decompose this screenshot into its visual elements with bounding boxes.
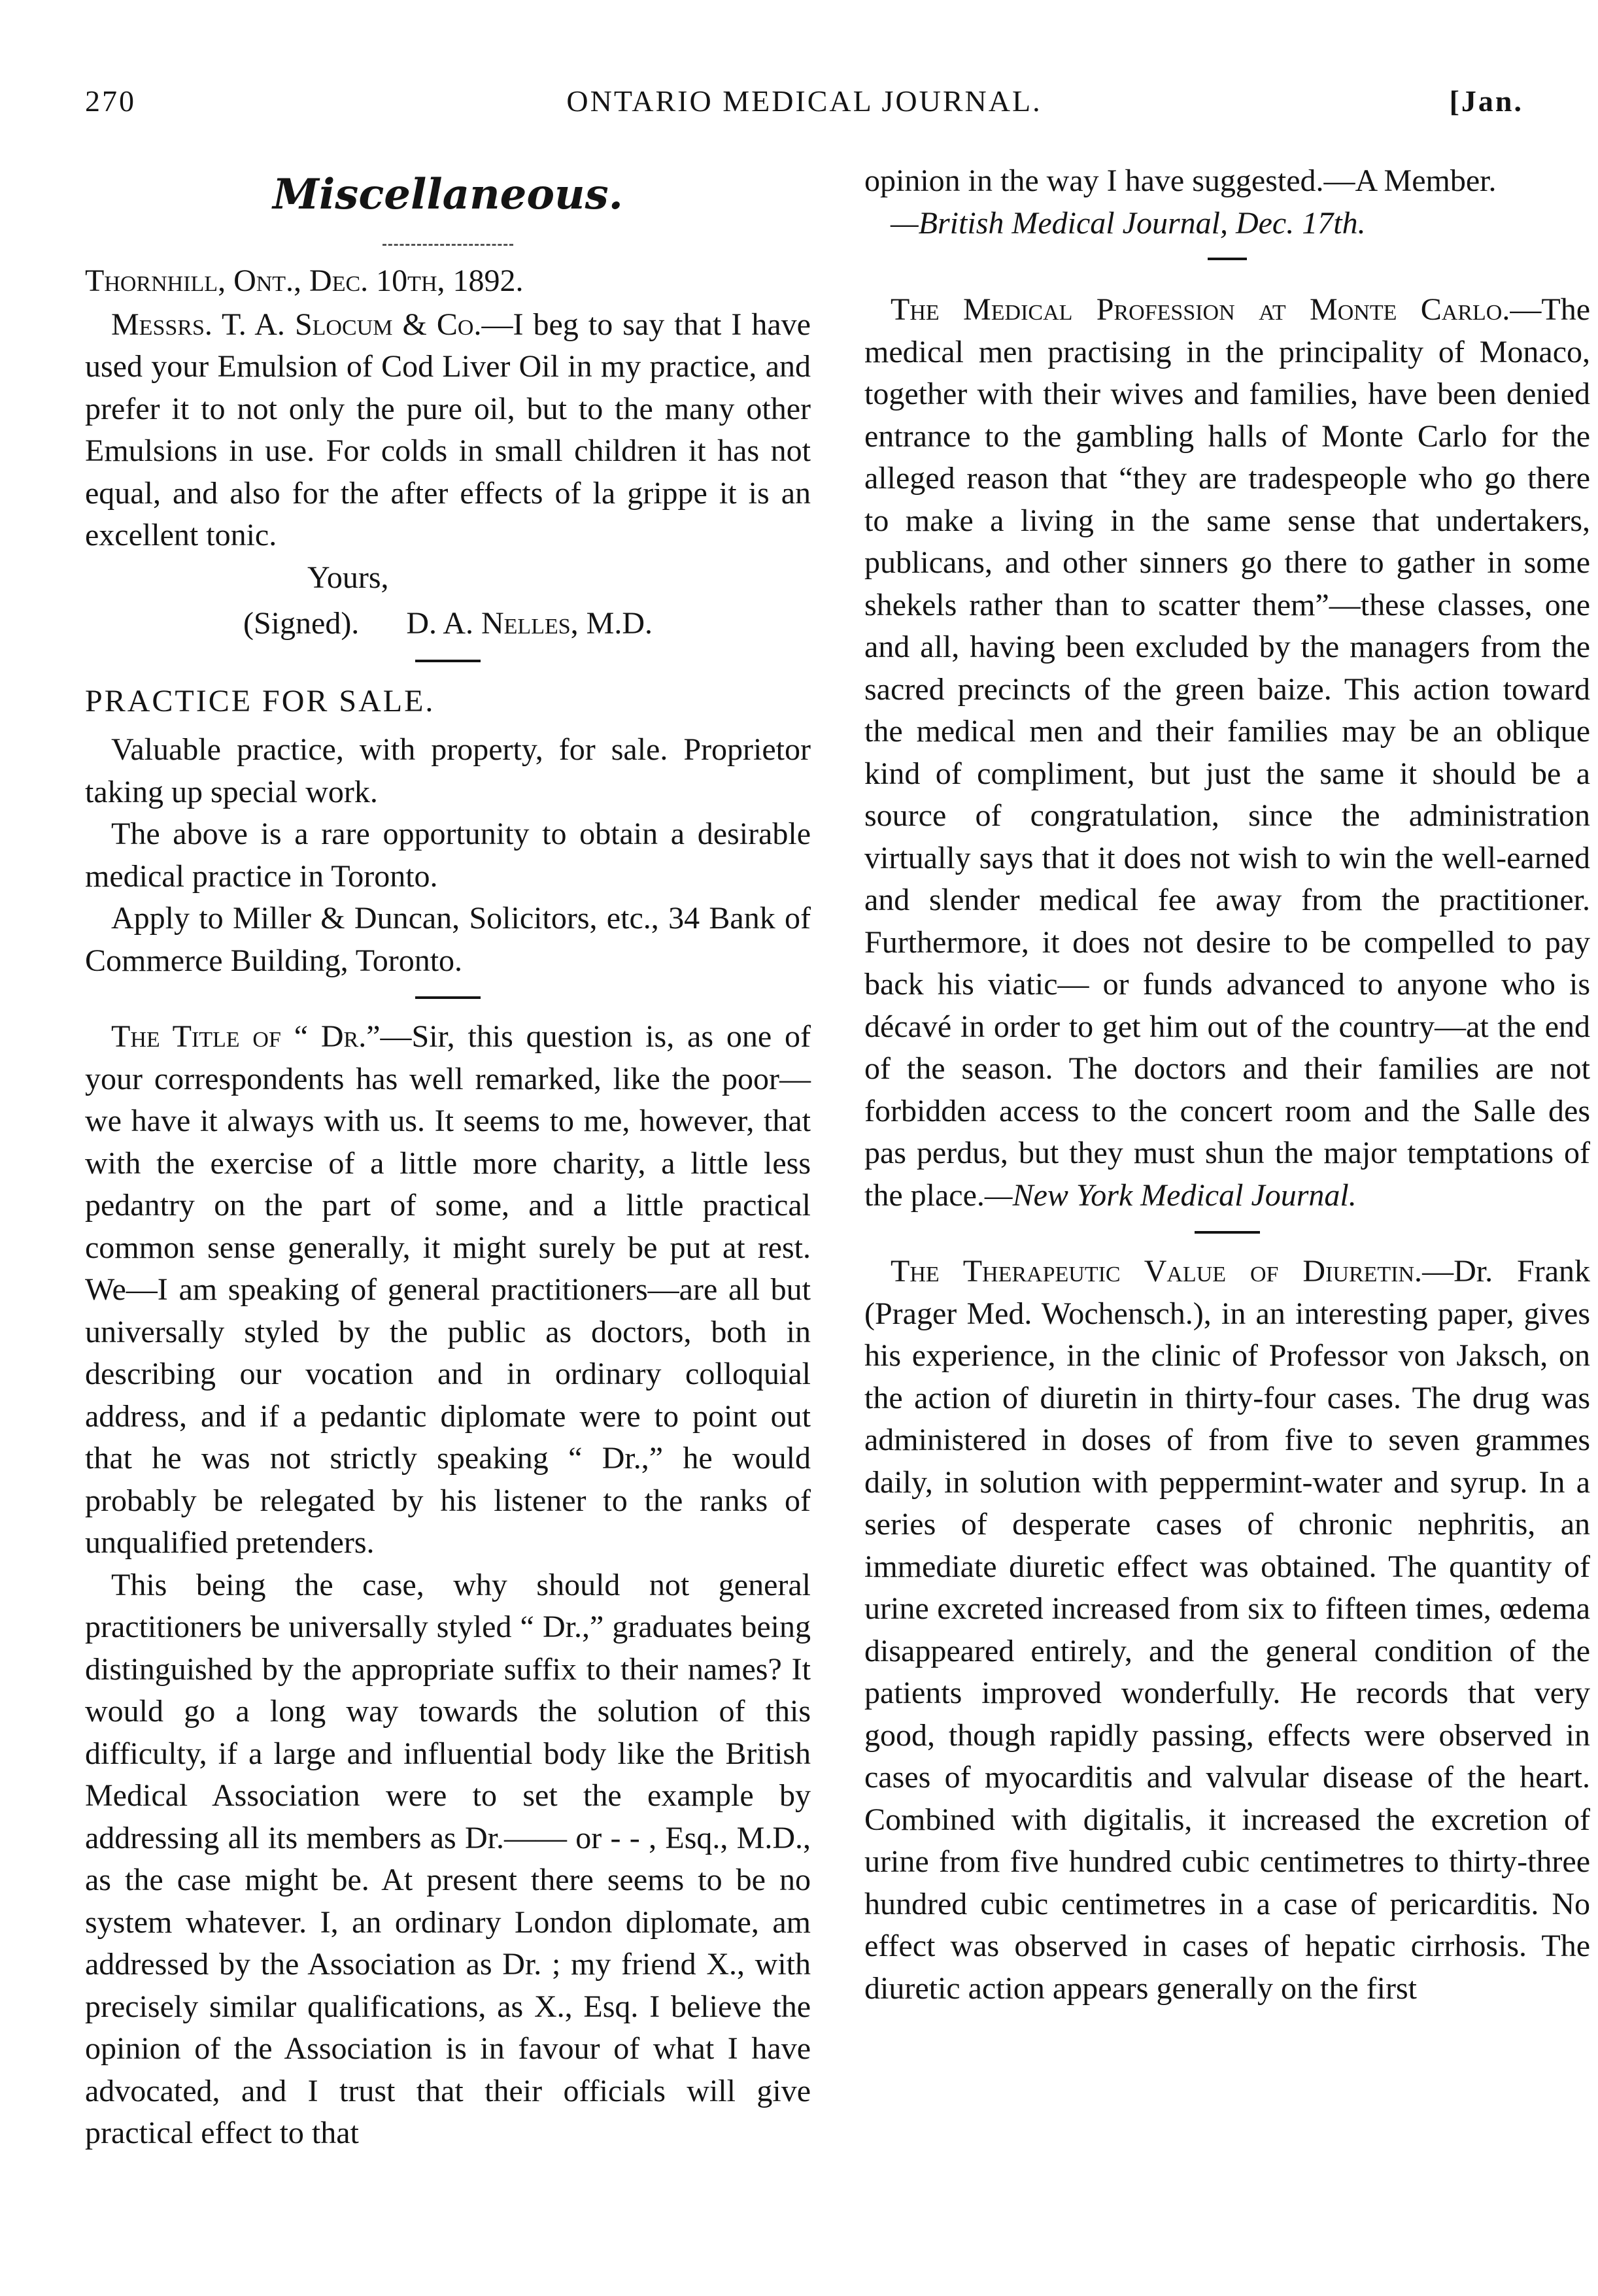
letter-salutation: Messrs. T. A. Slocum & Co.	[111, 307, 482, 342]
title-of-dr-paragraph	[85, 1016, 811, 1564]
title-of-dr-text: —Sir, this question is, as one of your correspondents has well remarked, like the poor—we have it always with us. It seems to me, however, that with the exercise of a little more charity, a little less pedantry on the part of some, and a little practical common sense generally, it might surely be put at rest. We—I am speaking of general practitioners—are all but universally styled by the public as doctors, both in describing our vocation and in ordinary colloquial address, and if a pedantic diplomate were to point out that he was not strictly speaking “ Dr.,” he would probably be relegated by his listener to the ranks of unqualified pretenders.	[85, 1019, 811, 1560]
divider-rule	[415, 996, 481, 999]
page-header	[85, 84, 1523, 129]
running-head: [Jan.	[1449, 84, 1523, 118]
letter-signed: (Signed).	[243, 606, 360, 641]
monte-carlo-paragraph	[864, 289, 1590, 1217]
practice-line: The above is a rare opportunity to obtain a desirable medical practice in Toronto.	[85, 817, 811, 894]
practice-line: Valuable practice, with property, for sale. Proprietor taking up special work.	[85, 732, 811, 809]
continuation-source: —British Medical Journal, Dec. 17th.	[891, 205, 1366, 241]
section-heading: Miscellaneous.	[273, 170, 623, 219]
letter-signature: D. A. Nelles, M.D.	[406, 606, 653, 641]
monte-carlo-head: The Medical Profession at Monte Carlo.	[891, 292, 1510, 327]
continuation-text: opinion in the way I have suggested.—A Member.	[864, 163, 1497, 198]
left-column	[85, 160, 811, 2246]
diuretin-paragraph	[864, 1251, 1590, 2010]
title-of-dr-paragraph-2: This being the case, why should not general practitioners be universally styled “ Dr.,” graduates being distinguished by the appropriate suffix to their names? It would go a long way towards the solution of this difficulty, if a large and influential body like the British Medical Association were to set the example by addressing all its members as Dr.—— or - - , Esq., M.D., as the case might be. At present there seems to be no system whatever. I, an ordinary London diplomate, am addressed by the Association as Dr. ; my friend X., with precisely similar qualifications, as X., Esq. I believe the opinion of the Association is in favour of what I have advocated, and I trust that their officials will give practical effect to that	[85, 1567, 811, 2150]
monte-carlo-source: —New York Medical Journal.	[984, 1177, 1357, 1213]
heading-rule	[382, 244, 513, 246]
page-number: 270	[85, 84, 136, 118]
letter-closing: Yours,	[307, 560, 389, 595]
diuretin-text: —Dr. Frank (Prager Med. Wochensch.), in an interesting paper, gives his experience, in the clinic of Professor von Jaksch, on the action of diuretin in thirty-four cases. The drug was administered in doses of from five to seven grammes daily, in solution with peppermint-water and syrup. In a series of desperate cases of chronic nephritis, an immediate diuretic effect was obtained. The quantity of urine excreted increased from six to fifteen times, œdema disappeared entirely, and the general condition of the patients improved wonderfully. He records that very good, though rapidly passing, effects were observed in cases of myocarditis and valvular disease of the heart. Combined with digitalis, it increased the excretion of urine from five hundred cubic centimetres to thirty-three hundred cubic centimetres in a case of pericarditis. No effect was observed in cases of hepatic cirrhosis. The diuretic action appears generally on the first	[864, 1254, 1591, 2006]
divider-rule	[1208, 258, 1247, 260]
journal-title: ONTARIO MEDICAL JOURNAL.	[566, 84, 1042, 118]
divider-rule	[1195, 1231, 1260, 1234]
title-of-dr-head: The Title of “ Dr.”	[111, 1019, 381, 1054]
practice-apply: Apply to Miller & Duncan, Solicitors, etc., 34 Bank of Commerce Building, Toronto.	[85, 901, 811, 978]
letter-dateline: Thornhill, Ont., Dec. 10th, 1892.	[85, 263, 524, 298]
letter-text: —I beg to say that I have used your Emulsion of Cod Liver Oil in my practice, and prefer it to not only the pure oil, but to the many other Emulsions in use. For colds in small children it has not equal, and also for the after effects of la grippe it is an excellent tonic.	[85, 307, 811, 552]
divider-rule	[415, 660, 481, 662]
letter-signature-line	[85, 603, 811, 645]
diuretin-head: The Therapeutic Value of Diuretin.	[891, 1254, 1423, 1289]
monte-carlo-text: —The medical men practising in the principality of Monaco, together with their wives and families, have been denied entrance to the gambling halls of Monte Carlo for the alleged reason that “they are tradespeople who go there to make a living in the same sense that undertakers, publicans, and other sinners go there to gather in some shekels rather than to scatter them”—these classes, one and all, having been excluded by the managers from the sacred precincts of the green baize. This action toward the medical men and their families may be an oblique kind of compliment, but just the same it should be a source of congratulation, since the administration virtually says that it does not wish to win the well-earned and slender medical fee away from the practitioner. Furthermore, it does not desire to be compelled to pay back his viatic— or funds advanced to anyone who is décavé in order to get him out of the country—at the end of the season. The doctors and their families are not forbidden access to the concert room and the Salle des pas perdus, but they must shun the major temptations of the place.	[864, 292, 1590, 1213]
right-column	[864, 160, 1590, 2246]
practice-for-sale-title: PRACTICE FOR SALE.	[85, 683, 435, 718]
letter-body	[85, 304, 811, 557]
